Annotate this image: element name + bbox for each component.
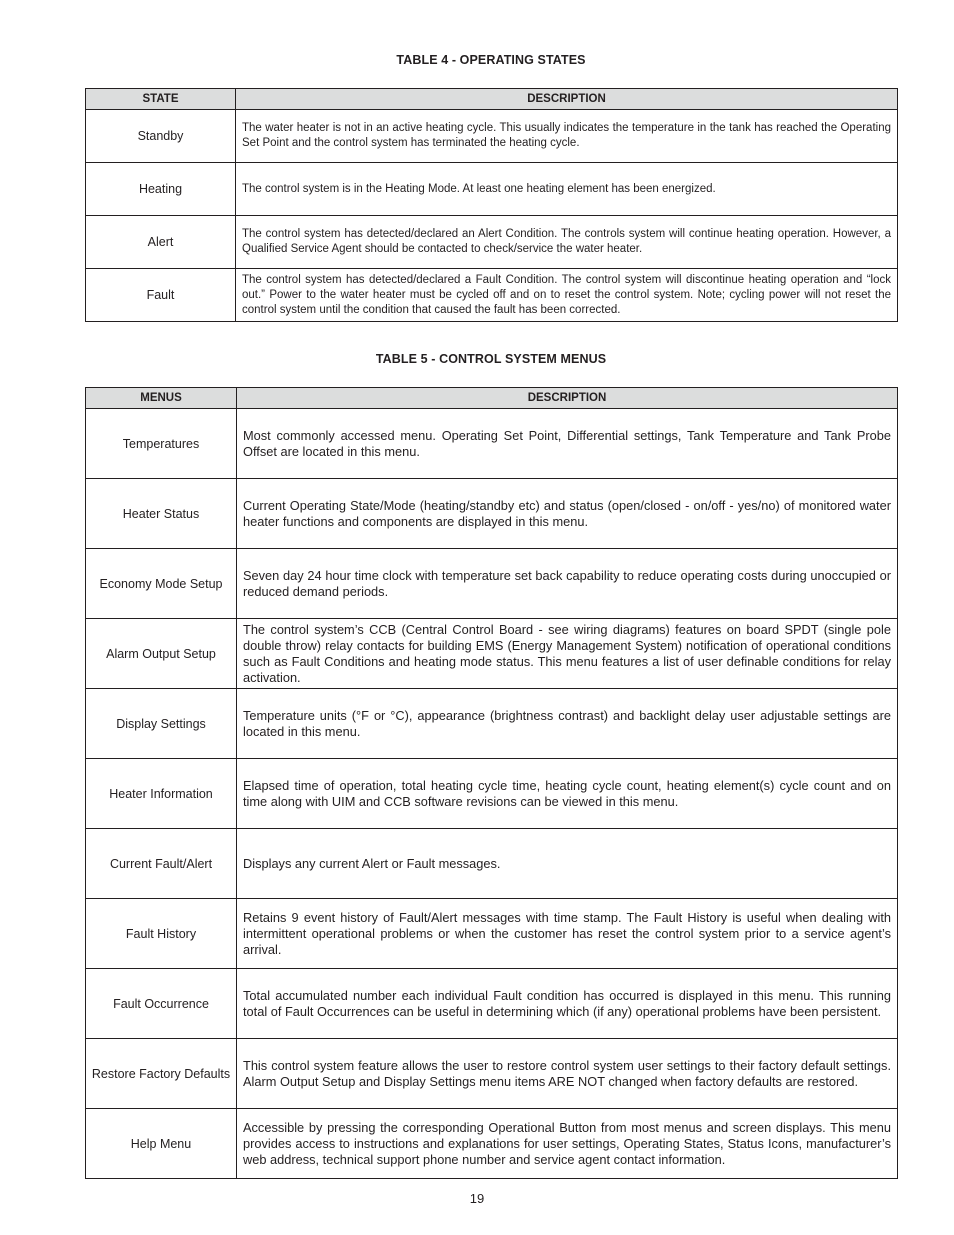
menu-description: Elapsed time of operation, total heating cycle time, heating cycle count, heating element(s) cycle count and on time along with UIM and CCB software revisions can be viewed in this menu. [237, 759, 898, 829]
table-row [86, 409, 898, 479]
table-4-title: TABLE 4 - OPERATING STATES [396, 53, 586, 67]
menu-description: Most commonly accessed menu. Operating Set Point, Differential settings, Tank Temperature and Tank Probe Offset are located in this menu. [237, 409, 898, 479]
state-label: Alert [86, 216, 236, 269]
table-row [86, 969, 898, 1039]
table-row [86, 759, 898, 829]
menu-description: Total accumulated number each individual Fault condition has occurred is displayed in this menu. This running total of Fault Occurrences can be useful in determining which (if any) operational problems have been persistent. [237, 969, 898, 1039]
menu-label: Heater Information [86, 759, 237, 829]
menu-label: Heater Status [86, 479, 237, 549]
table-row [86, 899, 898, 969]
menu-label: Display Settings [86, 689, 237, 759]
menu-label: Temperatures [86, 409, 237, 479]
menu-label: Current Fault/Alert [86, 829, 237, 899]
state-description: The water heater is not in an active heating cycle. This usually indicates the temperature in the tank has reached the Operating Set Point and the control system has terminated the heating cycle. [236, 110, 898, 163]
table-row [86, 479, 898, 549]
table-row [86, 216, 898, 269]
menu-description: Current Operating State/Mode (heating/standby etc) and status (open/closed - on/off - yes/no) of monitored water heater functions and components are displayed in this menu. [237, 479, 898, 549]
menu-description: Accessible by pressing the corresponding Operational Button from most menus and screen displays. This menu provides access to instructions and explanations for user settings, Operating States, Status Icons, manufacturer’s web address, technical support phone number and service agent contact information. [237, 1109, 898, 1179]
table-row [86, 1109, 898, 1179]
table-header-row [86, 388, 898, 409]
operating-states-table [85, 88, 898, 322]
menu-label: Fault History [86, 899, 237, 969]
description-column-header: DESCRIPTION [237, 388, 898, 409]
table-header-row [86, 89, 898, 110]
state-label: Heating [86, 163, 236, 216]
state-label: Standby [86, 110, 236, 163]
table-row [86, 269, 898, 322]
page-number: 19 [469, 1191, 485, 1206]
table-5-title: TABLE 5 - CONTROL SYSTEM MENUS [375, 352, 607, 366]
state-description: The control system is in the Heating Mode. At least one heating element has been energized. [236, 163, 898, 216]
table-row [86, 1039, 898, 1109]
menu-description: The control system’s CCB (Central Control Board - see wiring diagrams) features on board SPDT (single pole double throw) relay contacts for building EMS (Energy Management System) notification of operational conditions such as Fault Conditions and heating mode status. This menu features a list of user definable conditions for relay activation. [237, 619, 898, 689]
table-row [86, 689, 898, 759]
menu-label: Economy Mode Setup [86, 549, 237, 619]
table-row [86, 163, 898, 216]
menu-description: Retains 9 event history of Fault/Alert messages with time stamp. The Fault History is useful when dealing with intermittent operational problems or when the customer has reset the control system prior to a service agent’s arrival. [237, 899, 898, 969]
menu-label: Restore Factory Defaults [86, 1039, 237, 1109]
state-description: The control system has detected/declared a Fault Condition. The control system will discontinue heating operation and “lock out.” Power to the water heater must be cycled off and on to reset the control system. Note; cycling power will not reset the control system until the condition that caused the fault has been corrected. [236, 269, 898, 322]
description-column-header: DESCRIPTION [236, 89, 898, 110]
menus-column-header: MENUS [86, 388, 237, 409]
menu-description: Seven day 24 hour time clock with temperature set back capability to reduce operating costs during unoccupied or reduced demand periods. [237, 549, 898, 619]
menu-description: Displays any current Alert or Fault messages. [237, 829, 898, 899]
menu-description: Temperature units (°F or °C), appearance (brightness contrast) and backlight delay user adjustable settings are located in this menu. [237, 689, 898, 759]
control-system-menus-table [85, 387, 898, 1179]
table-row [86, 619, 898, 689]
table-row [86, 549, 898, 619]
state-label: Fault [86, 269, 236, 322]
table-row [86, 110, 898, 163]
table-row [86, 829, 898, 899]
state-column-header: STATE [86, 89, 236, 110]
menu-label: Help Menu [86, 1109, 237, 1179]
menu-label: Fault Occurrence [86, 969, 237, 1039]
menu-label: Alarm Output Setup [86, 619, 237, 689]
state-description: The control system has detected/declared an Alert Condition. The controls system will continue heating operation. However, a Qualified Service Agent should be contacted to check/service the water heater. [236, 216, 898, 269]
menu-description: This control system feature allows the user to restore control system user settings to their factory default settings. Alarm Output Setup and Display Settings menu items ARE NOT changed when factory defaults are restored. [237, 1039, 898, 1109]
